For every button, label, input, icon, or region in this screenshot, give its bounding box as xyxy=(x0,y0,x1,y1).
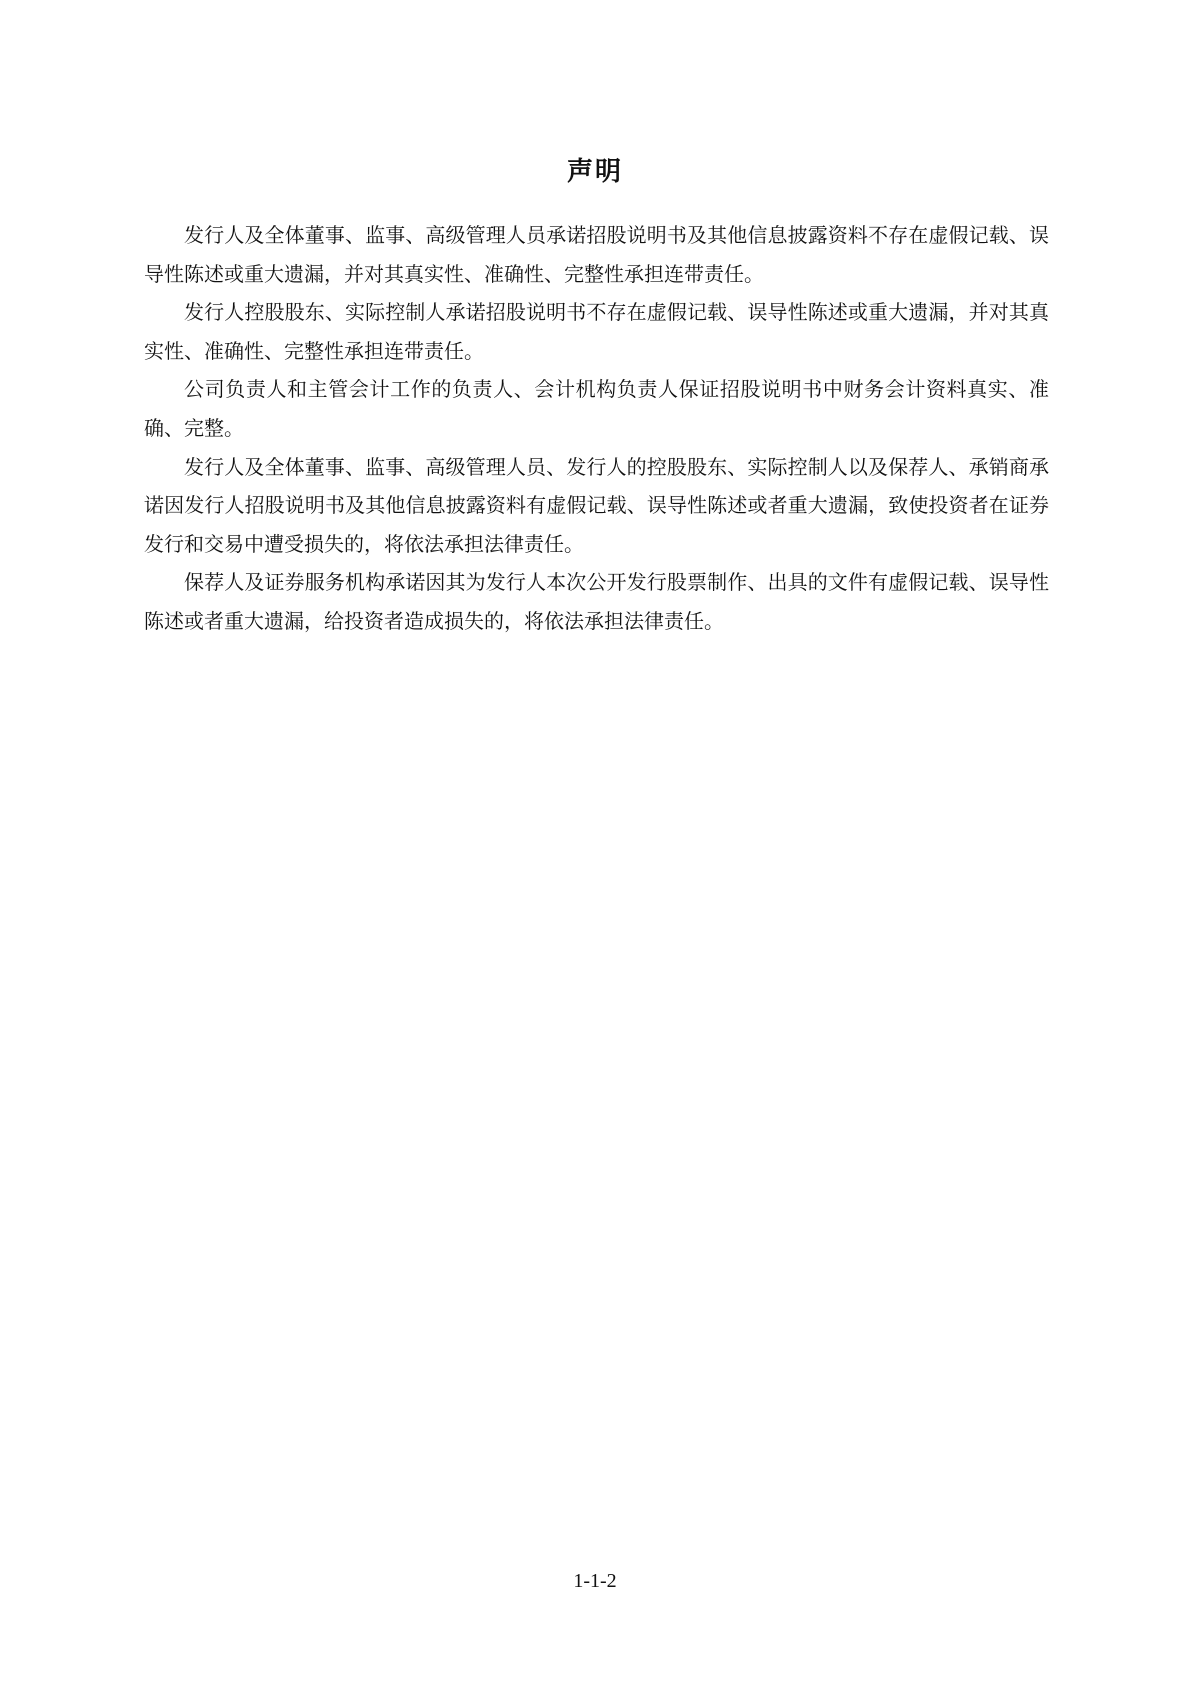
statement-paragraph-1: 发行人及全体董事、监事、高级管理人员承诺招股说明书及其他信息披露资料不存在虚假记载、误导性陈述或重大遗漏，并对其真实性、准确性、完整性承担连带责任。 xyxy=(144,223,1049,286)
statement-paragraph-2: 发行人控股股东、实际控制人承诺招股说明书不存在虚假记载、误导性陈述或重大遗漏，并对其真实性、准确性、完整性承担连带责任。 xyxy=(144,300,1049,363)
statement-paragraph-4: 发行人及全体董事、监事、高级管理人员、发行人的控股股东、实际控制人以及保荐人、承销商承诺因发行人招股说明书及其他信息披露资料有虚假记载、误导性陈述或者重大遗漏，致使投资者在证券发行和交易中遭受损失的，将依法承担法律责任。 xyxy=(144,454,1049,556)
page-number: 1-1-2 xyxy=(573,1570,617,1592)
statement-paragraph-3: 公司负责人和主管会计工作的负责人、会计机构负责人保证招股说明书中财务会计资料真实、准确、完整。 xyxy=(144,377,1049,440)
statement-body xyxy=(144,216,1049,641)
statement-paragraph-5: 保荐人及证券服务机构承诺因其为发行人本次公开发行股票制作、出具的文件有虚假记载、误导性陈述或者重大遗漏，给投资者造成损失的，将依法承担法律责任。 xyxy=(144,570,1049,633)
page-title: 声明 xyxy=(566,157,623,187)
